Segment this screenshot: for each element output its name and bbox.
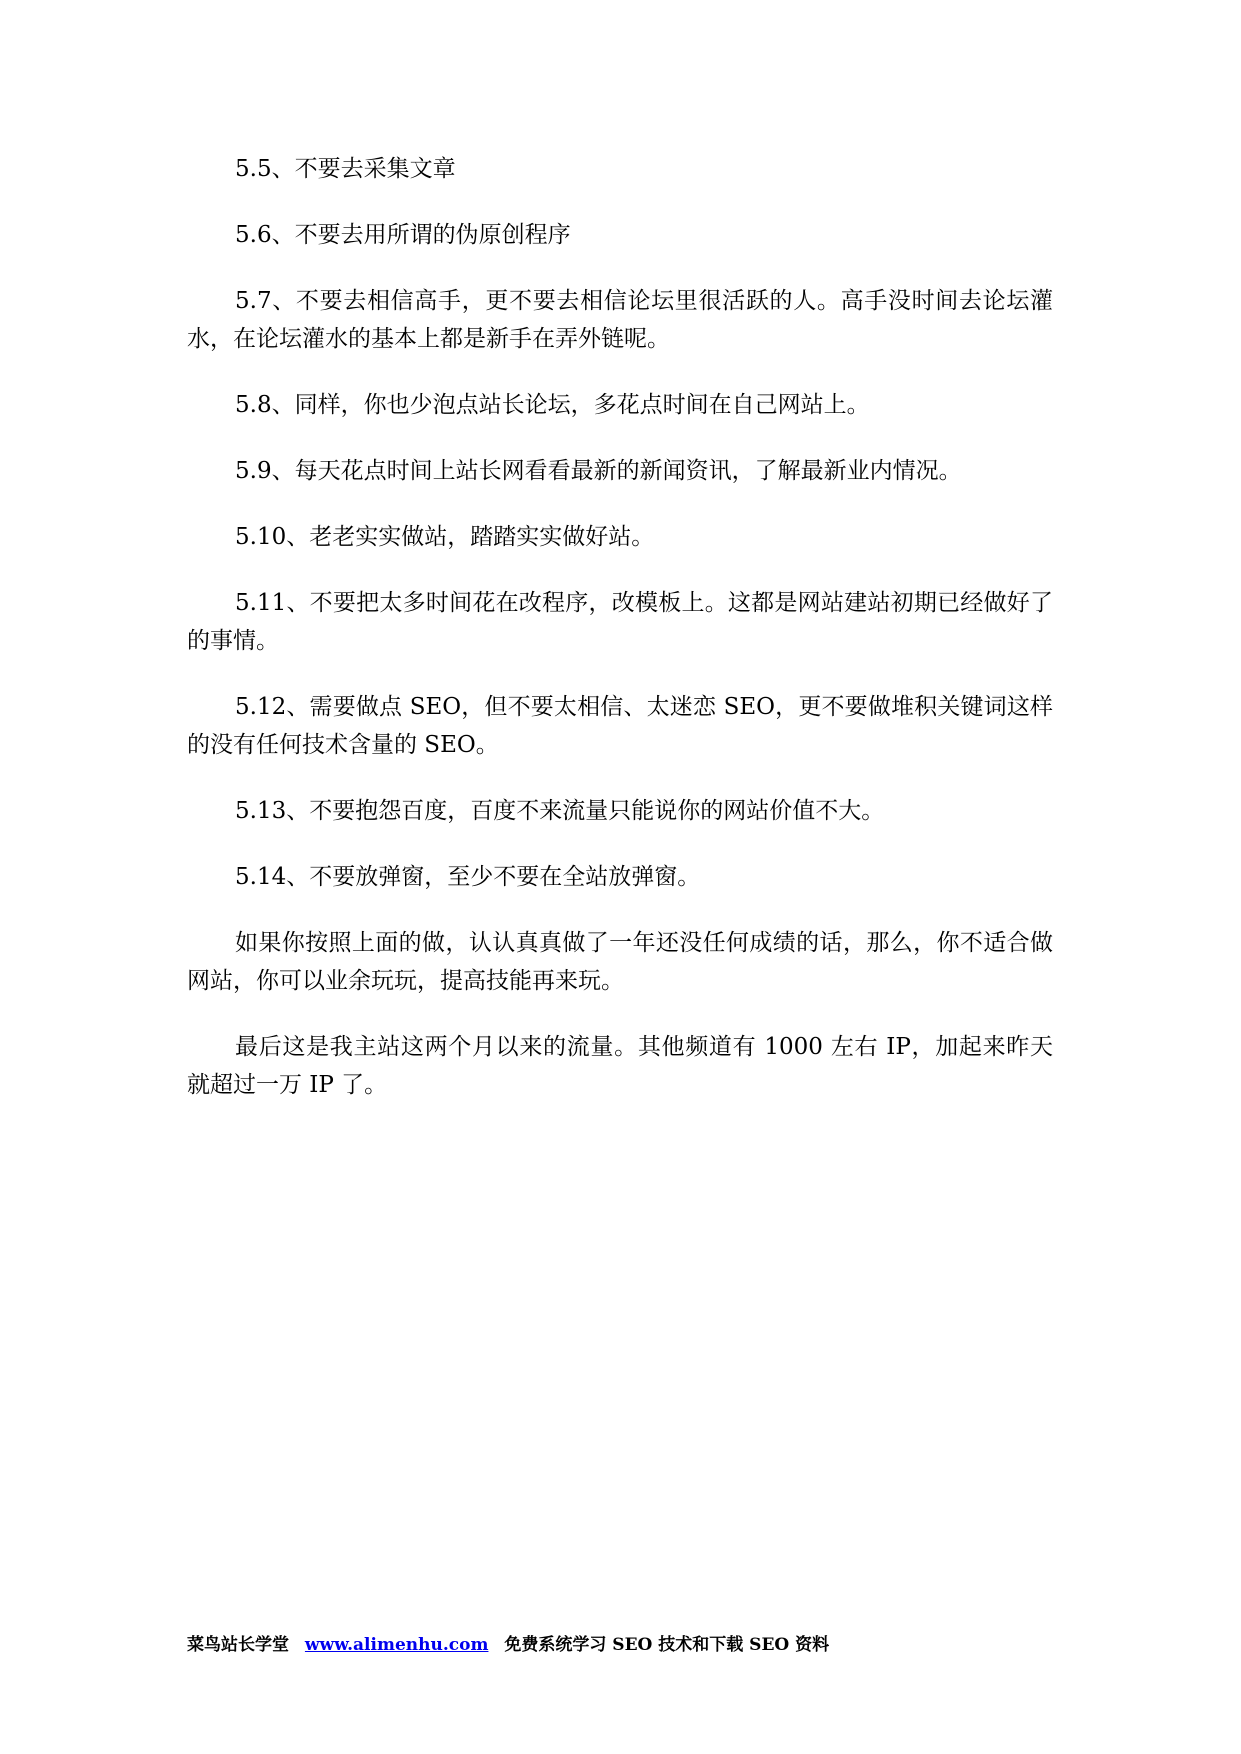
paragraph-traffic-note: 最后这是我主站这两个月以来的流量。其他频道有 1000 左右 IP，加起来昨天就超过一万 IP 了。 — [187, 1034, 1053, 1098]
paragraph-5-13: 5.13、不要抱怨百度，百度不来流量只能说你的网站价值不大。 — [235, 798, 885, 824]
paragraph-5-14: 5.14、不要放弹窗，至少不要在全站放弹窗。 — [235, 864, 701, 890]
footer-tagline: 免费系统学习 SEO 技术和下载 SEO 资料 — [504, 1635, 830, 1655]
paragraph-5-5: 5.5、不要去采集文章 — [235, 156, 456, 182]
paragraph-5-9: 5.9、每天花点时间上站长网看看最新的新闻资讯，了解最新业内情况。 — [235, 458, 962, 484]
paragraph-conclusion: 如果你按照上面的做，认认真真做了一年还没任何成绩的话，那么，你不适合做网站，你可以业余玩玩，提高技能再来玩。 — [187, 930, 1053, 994]
page-footer — [187, 1630, 829, 1655]
paragraph-5-10: 5.10、老老实实做站，踏踏实实做好站。 — [235, 524, 655, 550]
document-body — [187, 150, 1053, 1132]
paragraph-5-7: 5.7、不要去相信高手，更不要去相信论坛里很活跃的人。高手没时间去论坛灌水，在论坛灌水的基本上都是新手在弄外链呢。 — [187, 288, 1053, 352]
paragraph-5-8: 5.8、同样，你也少泡点站长论坛，多花点时间在自己网站上。 — [235, 392, 870, 418]
paragraph-5-12: 5.12、需要做点 SEO，但不要太相信、太迷恋 SEO，更不要做堆积关键词这样的没有任何技术含量的 SEO。 — [187, 694, 1053, 758]
footer-link[interactable]: www.alimenhu.com — [304, 1635, 489, 1655]
paragraph-5-11: 5.11、不要把太多时间花在改程序，改模板上。这都是网站建站初期已经做好了的事情。 — [187, 590, 1053, 654]
footer-brand: 菜鸟站长学堂 — [187, 1635, 289, 1655]
paragraph-5-6: 5.6、不要去用所谓的伪原创程序 — [235, 222, 571, 248]
